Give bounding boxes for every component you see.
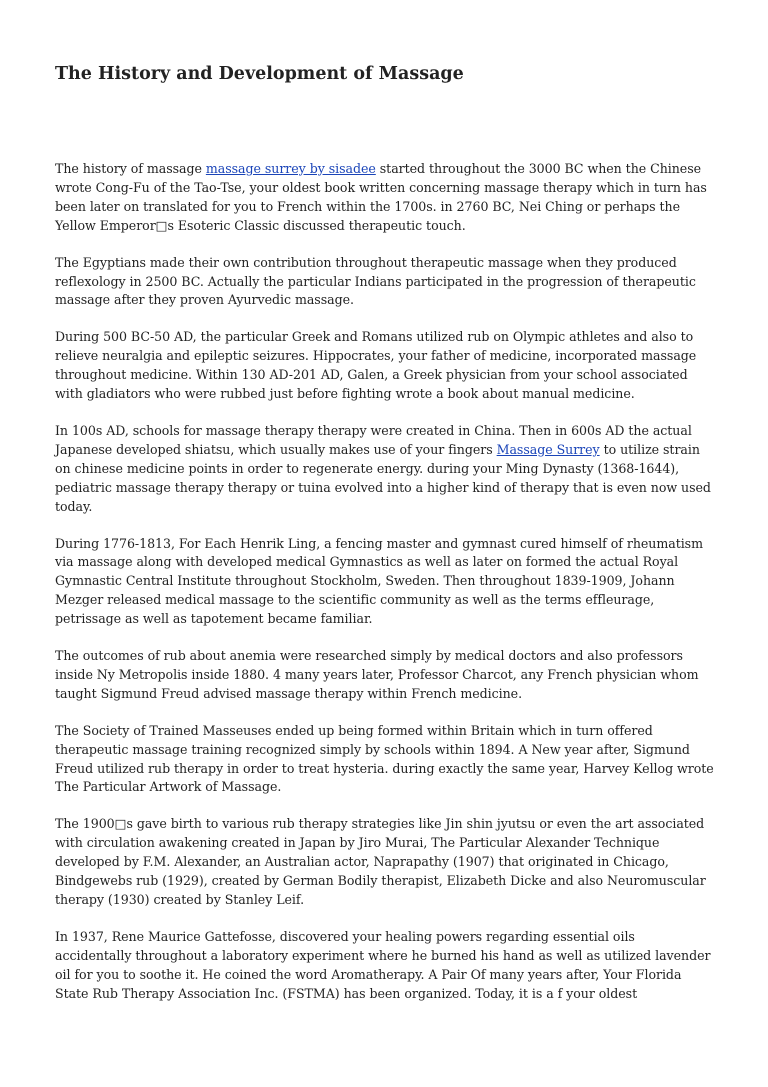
paragraph-4 [55, 422, 715, 517]
paragraph-6: The outcomes of rub about anemia were researched simply by medical doctors and also professors inside Ny Metropolis inside 1880. 4 many years later, Professor Charcot, any French physician whom taught Sigmund Freud advised massage therapy within French medicine. [55, 648, 699, 701]
paragraph-3: During 500 BC-50 AD, the particular Greek and Romans utilized rub on Olympic athletes and also to relieve neuralgia and epileptic seizures. Hippocrates, your father of medicine, incorporated massage throughout medicine. Within 130 AD-201 AD, Galen, a Greek physician from your school associated with gladiators who were rubbed just before fighting wrote a book about manual medicine. [55, 329, 697, 402]
document-title: The History and Development of Massage [55, 64, 464, 84]
paragraph-1 [55, 160, 715, 236]
paragraph-5: During 1776-1813, For Each Henrik Ling, a fencing master and gymnast cured himself of rheumatism via massage along with developed medical Gymnastics as well as later on formed the actual Royal Gymnastic Central Institute throughout Stockholm, Sweden. Then throughout 1839-1909, Johann Mezger released medical massage to the scientific community as well as the terms effleurage, petrissage as well as tapotement became familiar. [55, 535, 703, 627]
paragraph-8: The 1900□s gave birth to various rub therapy strategies like Jin shin jyutsu or even the art associated with circulation awakening created in Japan by Jiro Murai, The Particular Alexander Technique developed by F.M. Alexander, an Australian actor, Naprapathy (1907) that originated in Chicago, Bindgewebs rub (1929), created by German Bodily therapist, Elizabeth Dicke and also Neuromuscular therapy (1930) created by Stanley Leif. [55, 816, 706, 907]
document-body [55, 160, 715, 1022]
paragraph-9: In 1937, Rene Maurice Gattefosse, discovered your healing powers regarding essential oils accidentally throughout a laboratory experiment where he burned his hand as well as utilized lavender oil for you to soothe it. He coined the word Aromatherapy. A Pair Of many years after, Your Florida State Rub Therapy Association Inc. (FSTMA) has been organized. Today, it is a f your oldest [55, 928, 711, 1001]
paragraph-2: The Egyptians made their own contribution throughout therapeutic massage when they produced reflexology in 2500 BC. Actually the particular Indians participated in the progression of therapeutic massage after they proven Ayurvedic massage. [55, 254, 696, 308]
massage-surrey-link[interactable]: Massage Surrey [496, 441, 600, 457]
paragraph-1-before: The history of massage [55, 161, 206, 176]
paragraph-4-before: In 100s AD, schools for massage therapy therapy were created in China. Then in 600s AD the actual Japanese developed shiatsu, which usually makes use of your fingers [55, 422, 692, 457]
paragraph-4-after: to utilize strain on chinese medicine points in order to regenerate energy. during your Ming Dynasty (1368-1644), pediatric massage therapy therapy or tuina evolved into a higher kind of therapy that is even now used today. [55, 441, 711, 514]
paragraph-1-after: started throughout the 3000 BC when the Chinese wrote Cong-Fu of the Tao-Tse, your oldest book written concerning massage therapy which in turn has been later on translated for you to French within the 1700s. in 2760 BC, Nei Ching or perhaps the Yellow Emperor□s Esoteric Classic discussed therapeutic touch. [55, 161, 707, 233]
massage-surrey-by-sisadee-link[interactable]: massage surrey by sisadee [205, 161, 376, 176]
paragraph-7: The Society of Trained Masseuses ended up being formed within Britain which in turn offered therapeutic massage training recognized simply by schools within 1894. A New year after, Sigmund Freud utilized rub therapy in order to treat hysteria. during exactly the same year, Harvey Kellog wrote The Particular Artwork of Massage. [55, 722, 714, 795]
